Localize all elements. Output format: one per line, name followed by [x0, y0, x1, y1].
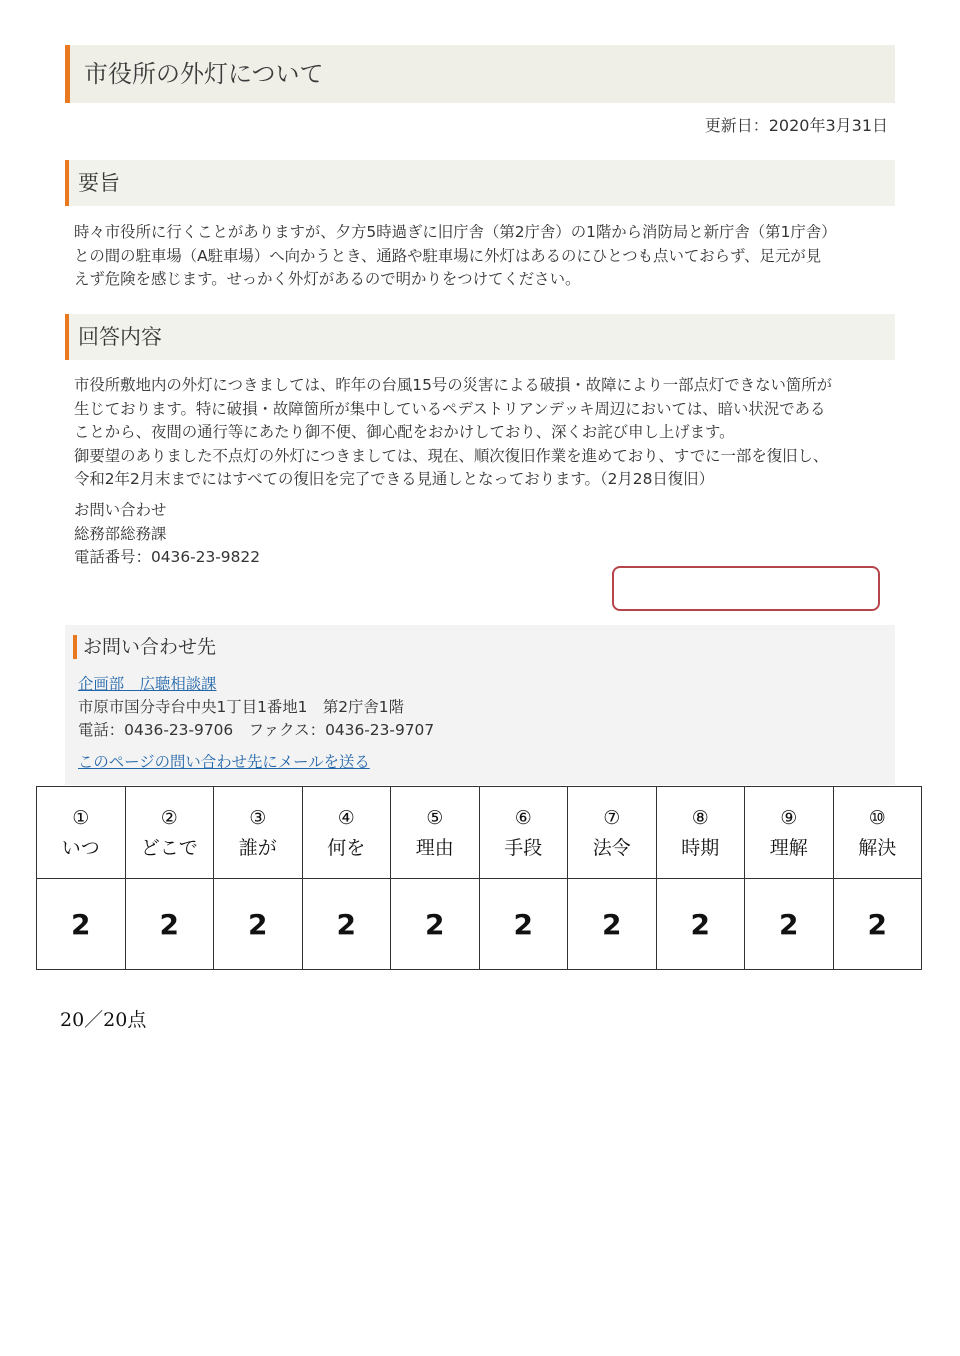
criterion-number: ③	[249, 806, 267, 829]
answer-text	[74, 374, 889, 492]
score-header-cell	[391, 787, 480, 879]
department-link[interactable]: 企画部 広聴相談課	[78, 675, 217, 693]
summary-text	[74, 221, 889, 292]
score-header-cell	[302, 787, 391, 879]
score-value: 2	[656, 879, 745, 970]
answer-contact	[74, 499, 260, 570]
criterion-label: 理由	[415, 836, 454, 859]
inquiry-heading: お問い合わせ先	[73, 635, 216, 659]
mail-link[interactable]: このページの問い合わせ先にメールを送る	[78, 753, 370, 771]
criterion-number: ⑦	[603, 806, 621, 829]
criterion-label: いつ	[61, 836, 100, 859]
inquiry-body	[78, 673, 434, 774]
criterion-number: ⑥	[514, 806, 532, 829]
score-value: 2	[745, 879, 834, 970]
answer-line: 令和2年2月末までにはすべての復旧を完了できる見通しとなっております。（2月28日復旧）	[74, 470, 714, 488]
score-header-cell	[125, 787, 214, 879]
criterion-number: ①	[72, 806, 90, 829]
score-header-cell	[37, 787, 126, 879]
answer-heading: 回答内容	[65, 314, 895, 360]
summary-line: との間の駐車場（A駐車場）へ向かうとき、通路や駐車場に外灯はあるのにひとつも点いておらず、足元が見	[74, 246, 822, 265]
criterion-label: 法令	[592, 836, 631, 859]
criterion-label: 手段	[504, 836, 543, 859]
score-header-cell	[656, 787, 745, 879]
score-value: 2	[479, 879, 568, 970]
contact-label: お問い合わせ	[74, 501, 167, 519]
criterion-number: ⑩	[868, 806, 886, 829]
score-value: 2	[833, 879, 922, 970]
score-header-cell	[214, 787, 303, 879]
summary-line: 時々市役所に行くことがありますが、夕方5時過ぎに旧庁舎（第2庁舎）の1階から消防局と新庁舎（第1庁舎）	[74, 223, 837, 241]
criterion-number: ⑤	[426, 806, 444, 829]
score-header-row	[37, 787, 922, 879]
criterion-label: どこで	[140, 836, 198, 859]
score-value-row	[37, 879, 922, 970]
score-value: 2	[568, 879, 657, 970]
score-value: 2	[125, 879, 214, 970]
inquiry-phone: 電話：0436-23-9706 ファクス：0436-23-9707	[78, 721, 435, 739]
score-value: 2	[391, 879, 480, 970]
criterion-label: 何を	[327, 836, 366, 859]
contact-department: 総務部総務課	[74, 524, 167, 543]
score-value: 2	[302, 879, 391, 970]
answer-line: 市役所敷地内の外灯につきましては、昨年の台風15号の災害による破損・故障により一部点灯できない箇所が	[74, 376, 833, 394]
criterion-number: ⑨	[780, 806, 798, 829]
inquiry-address: 市原市国分寺台中央1丁目1番地1 第2庁舎1階	[78, 698, 404, 716]
criterion-label: 時期	[681, 836, 720, 859]
answer-line: 御要望のありました不点灯の外灯につきましては、現在、順次復旧作業を進めており、すでに一部を復旧し、	[74, 446, 829, 465]
criterion-label: 解決	[858, 836, 897, 859]
highlight-box	[612, 566, 880, 611]
summary-line: えず危険を感じます。せっかく外灯があるので明かりをつけてください。	[74, 270, 581, 288]
criterion-label: 理解	[769, 836, 808, 859]
score-header-cell	[833, 787, 922, 879]
answer-line: 生じております。特に破損・故障箇所が集中しているペデストリアンデッキ周辺においては、暗い状況である	[74, 399, 826, 418]
score-header-cell	[745, 787, 834, 879]
score-value: 2	[37, 879, 126, 970]
summary-heading: 要旨	[65, 160, 895, 206]
score-header-cell	[479, 787, 568, 879]
criterion-number: ④	[337, 806, 355, 829]
score-value: 2	[214, 879, 303, 970]
updated-date: 更新日：2020年3月31日	[704, 116, 888, 135]
score-table	[36, 786, 922, 970]
criterion-label: 誰が	[238, 836, 277, 859]
inquiry-section	[65, 625, 895, 785]
page-title: 市役所の外灯について	[65, 45, 895, 103]
answer-line: ことから、夜間の通行等にあたり御不便、御心配をおかけしており、深くお詫び申し上げます。	[74, 423, 735, 441]
score-header-cell	[568, 787, 657, 879]
total-score: 20／20点	[60, 1009, 147, 1031]
criterion-number: ⑧	[691, 806, 709, 829]
contact-phone: 電話番号：0436-23-9822	[74, 548, 260, 566]
criterion-number: ②	[160, 806, 178, 829]
